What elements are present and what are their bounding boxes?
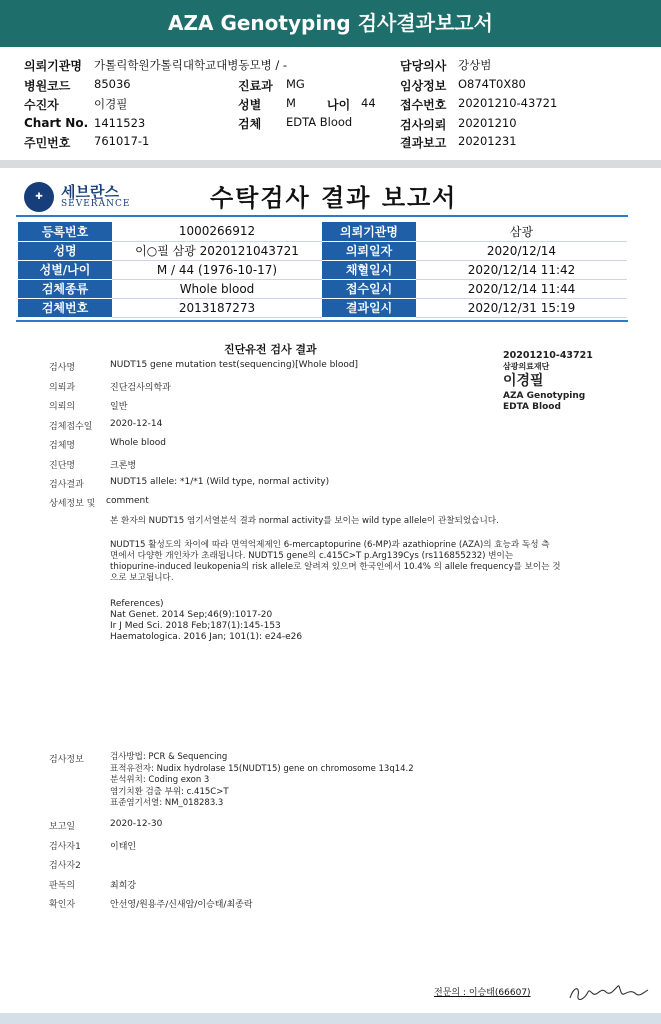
field-value: 안선영/원용주/신새암/이승태/최종락: [110, 900, 253, 910]
method-line: 표준염기서열: NM_018283.3: [110, 798, 224, 808]
field-label: 의뢰과: [49, 383, 76, 393]
logo-english-text: SEVERANCE: [61, 199, 131, 209]
reference-item: Ir J Med Sci. 2018 Feb;187(1):145-153: [110, 621, 281, 631]
header-label: 진료과: [238, 79, 273, 93]
field-value: 크론병: [110, 461, 137, 471]
references: [110, 599, 302, 643]
field-value: 최희강: [110, 881, 137, 891]
header-label: 주민번호: [24, 136, 71, 150]
header-label: 의뢰기관명: [24, 59, 82, 73]
report-info-table: [18, 222, 627, 318]
field-label: 판독의: [49, 881, 76, 891]
table-row: [18, 298, 627, 317]
header-value: 20201231: [458, 134, 517, 148]
table-label: 의뢰기관명: [322, 222, 416, 241]
method-line: 염기치환 검출 부위: c.415C>T: [110, 786, 229, 797]
table-row: [18, 222, 627, 241]
header-value: 이경필: [94, 97, 128, 111]
field-label: 검사결과: [49, 480, 84, 490]
results-title: 진단유전 검사 결과: [224, 343, 317, 356]
field-label: 검사자2: [49, 861, 81, 871]
comment-line: thiopurine-induced leukopenia의 risk allele로 알려져 있으며 한국인에서 10.4% 의 allele frequency를 보이는 것: [110, 562, 561, 572]
method-label: 검사정보: [49, 755, 84, 765]
table-value: 2013187273: [112, 298, 322, 317]
table-label: 등록번호: [18, 222, 112, 241]
field-value: 2020-12-14: [110, 419, 163, 429]
header-value: 20201210: [458, 116, 517, 130]
method-line: 분석위치: Coding exon 3: [110, 775, 210, 785]
severance-logo-icon: ✚: [24, 182, 54, 212]
stamp-test: AZA Genotyping: [503, 391, 586, 401]
reference-item: Haematologica. 2016 Jan; 101(1): e24-e26: [110, 632, 303, 642]
header-label: 수진자: [24, 98, 59, 112]
method-line: 표적유전자: Nudix hydrolase 15(NUDT15) gene on chromosome 13q14.2: [110, 763, 414, 774]
signing-physician: 전문의 : 이승태(66607): [434, 988, 531, 998]
header-value: 1411523: [94, 116, 146, 130]
header-value: 강상범: [458, 58, 492, 72]
header-value: M: [286, 96, 296, 110]
bottom-bar: [0, 1013, 661, 1024]
header-value: 85036: [94, 77, 131, 91]
comment-title: comment: [106, 496, 149, 506]
method-line: 검사방법: PCR & Sequencing: [110, 752, 228, 762]
section-divider: [0, 160, 661, 168]
header-label: 검체: [238, 117, 262, 131]
comment-line: 으로 보고됩니다.: [110, 573, 174, 583]
comment-line: 면에서 다양한 개인차가 초래됩니다. NUDT15 gene의 c.415C>T p.Arg139Cys (rs116855232) 변이는: [110, 551, 514, 561]
field-label: 진단명: [49, 461, 76, 471]
table-label: 성별/나이: [18, 260, 112, 279]
table-label: 검체종류: [18, 279, 112, 298]
field-value: 이태인: [110, 842, 137, 852]
table-value: 2020/12/31 15:19: [416, 298, 627, 317]
method-info: [110, 752, 414, 810]
signature-icon: [566, 978, 651, 1006]
field-value: NUDT15 gene mutation test(sequencing)[Whole blood]: [110, 360, 359, 370]
header-label: 성별: [238, 98, 262, 112]
table-label: 채혈일시: [322, 260, 416, 279]
header-label: 담당의사: [400, 59, 447, 73]
table-label: 성명: [18, 241, 112, 260]
table-value: Whole blood: [112, 279, 322, 298]
header-label: Chart No.: [24, 116, 89, 130]
stamp-specimen: EDTA Blood: [503, 402, 561, 412]
table-row: [18, 241, 627, 260]
report-title: 수탁검사 결과 보고서: [210, 183, 458, 212]
header-value: O874T0X80: [458, 77, 526, 91]
comment-line: NUDT15 활성도의 차이에 따라 면역억제제인 6-mercaptopurine (6-MP)과 azathioprine (AZA)의 효능과 독성 측: [110, 540, 550, 550]
table-label: 접수일시: [322, 279, 416, 298]
table-value: 2020/12/14: [416, 241, 627, 260]
title-rule: [16, 215, 628, 217]
references-title: References): [110, 599, 164, 609]
header-value: 761017-1: [94, 134, 150, 148]
report-banner-title: AZA Genotyping 검사결과보고서: [0, 0, 661, 47]
header-value: 20201210-43721: [458, 96, 558, 110]
header-label: 병원코드: [24, 79, 71, 93]
table-value: 1000266912: [112, 222, 322, 241]
table-value: 삼광: [416, 222, 627, 241]
header-value: 44: [361, 96, 376, 110]
field-label: 확인자: [49, 900, 76, 910]
field-value: 2020-12-30: [110, 819, 163, 829]
header-label: 접수번호: [400, 98, 447, 112]
stamp-number: 20201210-43721: [503, 350, 593, 361]
field-label: 검사자1: [49, 842, 81, 852]
comment-paragraph-2: [110, 540, 590, 584]
field-value: NUDT15 allele: *1/*1 (Wild type, normal activity): [110, 477, 330, 487]
table-label: 결과일시: [322, 298, 416, 317]
stamp-name: 이경필: [503, 373, 544, 389]
header-label: 나이: [327, 98, 351, 112]
header-value: EDTA Blood: [286, 115, 353, 129]
field-label: 보고일: [49, 822, 76, 832]
field-label: 의뢰의: [49, 402, 76, 412]
header-label: 검사의뢰: [400, 118, 447, 132]
field-value: Whole blood: [110, 438, 166, 448]
table-value: 2020/12/14 11:42: [416, 260, 627, 279]
table-value: 이○필 삼광 2020121043721: [112, 241, 322, 260]
stamp-org: 삼광의료재단: [503, 362, 550, 371]
field-label: 검체접수일: [49, 422, 93, 432]
table-value: 2020/12/14 11:44: [416, 279, 627, 298]
table-value: M / 44 (1976-10-17): [112, 260, 322, 279]
table-label: 검체번호: [18, 298, 112, 317]
lab-stamp: [503, 350, 593, 413]
field-label: 검사명: [49, 363, 76, 373]
header-value: 가톨릭학원가톨릭대학교대병동모병 / -: [94, 58, 288, 72]
table-rule: [16, 320, 628, 322]
table-row: [18, 279, 627, 298]
logo-korean-text: 세브란스: [61, 183, 119, 201]
header-label: 결과보고: [400, 136, 447, 150]
header-value: MG: [286, 77, 305, 91]
header-label: 임상정보: [400, 79, 447, 93]
field-label: 검체명: [49, 441, 76, 451]
table-row: [18, 260, 627, 279]
comment-label: 상세정보 및: [49, 499, 96, 509]
comment-paragraph-1: 본 환자의 NUDT15 염기서열분석 결과 normal activity를 보이는 wild type allele이 관찰되었습니다.: [110, 516, 499, 526]
reference-item: Nat Genet. 2014 Sep;46(9):1017-20: [110, 610, 273, 620]
field-value: 일반: [110, 402, 128, 412]
field-value: 진단검사의학과: [110, 383, 171, 393]
table-label: 의뢰일자: [322, 241, 416, 260]
